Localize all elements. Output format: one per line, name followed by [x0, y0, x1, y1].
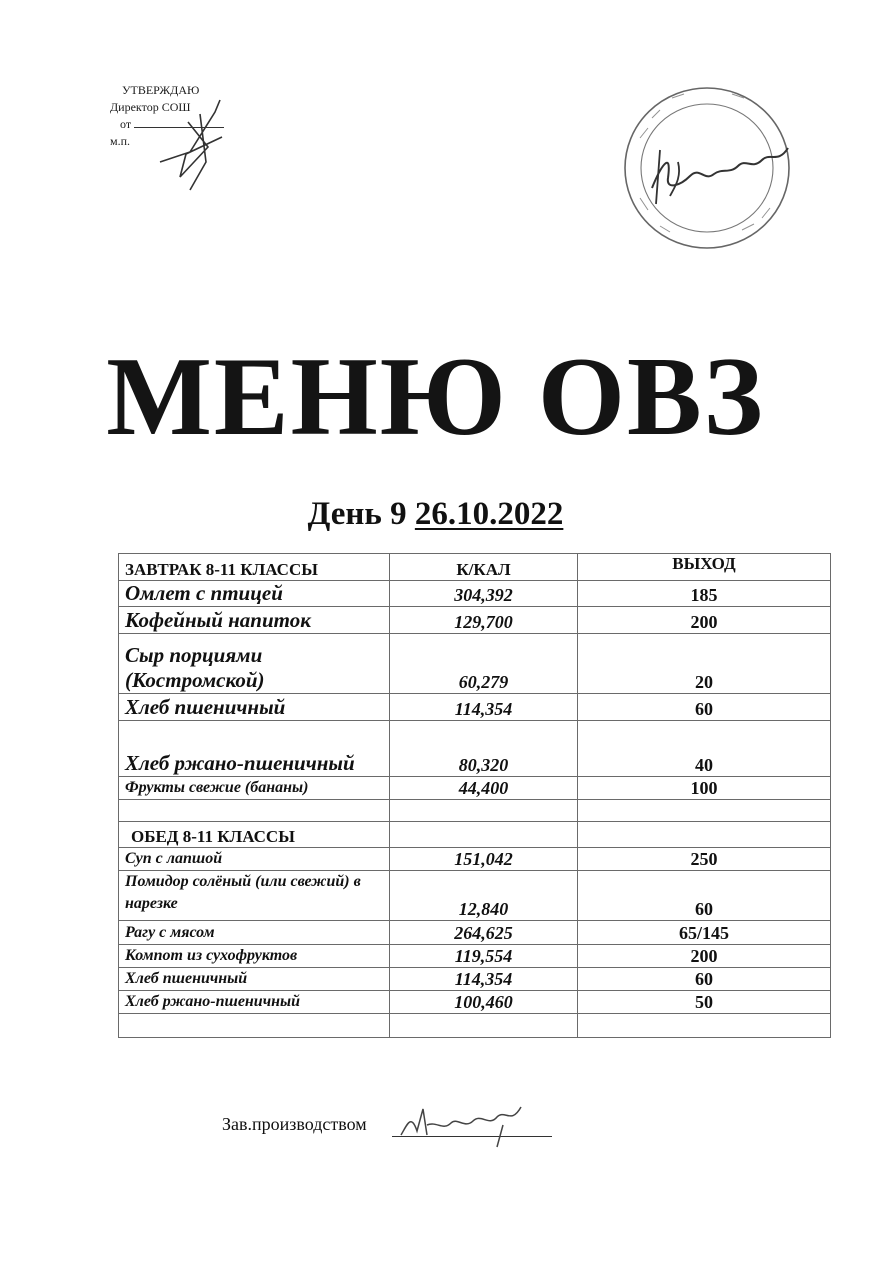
dish-output: 60 [578, 968, 831, 991]
table-row [119, 871, 831, 921]
day-label: День 9 [307, 496, 407, 532]
dish-kcal: 12,840 [390, 871, 578, 921]
empty-cell [390, 800, 578, 822]
header-breakfast: ЗАВТРАК 8-11 КЛАССЫ [119, 554, 390, 581]
dish-output: 40 [578, 721, 831, 777]
empty-cell [578, 1014, 831, 1038]
day-subtitle [0, 492, 871, 536]
dish-output: 60 [578, 871, 831, 921]
dish-output: 250 [578, 848, 831, 871]
approval-from: от [120, 117, 132, 131]
table-row [119, 968, 831, 991]
table-row [119, 921, 831, 945]
table-row [119, 634, 831, 694]
approval-heading: УТВЕРЖДАЮ [122, 83, 200, 97]
dish-kcal: 44,400 [390, 777, 578, 800]
approval-director: Директор СОШ [110, 100, 191, 114]
dish-name: Фрукты свежие (бананы) [119, 777, 390, 800]
table-row [119, 945, 831, 968]
school-stamp [612, 78, 802, 258]
table-header-row [119, 554, 831, 581]
dish-kcal: 80,320 [390, 721, 578, 777]
dish-output: 185 [578, 581, 831, 607]
production-head-signature [393, 1095, 533, 1155]
director-signature [130, 92, 240, 197]
menu-table [118, 553, 831, 1038]
empty-cell [578, 800, 831, 822]
dish-name: Омлет с птицей [119, 581, 390, 607]
header-output: ВЫХОД [578, 554, 831, 581]
empty-cell [390, 822, 578, 848]
dish-name: Компот из сухофруктов [119, 945, 390, 968]
dish-name: Помидор солёный (или свежий) в нарезке [119, 871, 390, 921]
dish-kcal: 114,354 [390, 694, 578, 721]
table-row [119, 777, 831, 800]
dish-output: 65/145 [578, 921, 831, 945]
table-row [119, 694, 831, 721]
table-row [119, 848, 831, 871]
dish-output: 20 [578, 634, 831, 694]
table-row-empty [119, 800, 831, 822]
table-row [119, 581, 831, 607]
dish-kcal: 119,554 [390, 945, 578, 968]
dish-kcal: 151,042 [390, 848, 578, 871]
approval-seal-mark: м.п. [110, 134, 131, 148]
table-row [119, 991, 831, 1014]
table-row-empty [119, 1014, 831, 1038]
header-kcal: К/КАЛ [390, 554, 578, 581]
dish-kcal: 129,700 [390, 607, 578, 634]
dish-name: Кофейный напиток [119, 607, 390, 634]
lunch-header-row [119, 822, 831, 848]
empty-cell [390, 1014, 578, 1038]
dish-name: Хлеб пшеничный [119, 968, 390, 991]
empty-cell [578, 822, 831, 848]
empty-cell [119, 800, 390, 822]
dish-output: 200 [578, 607, 831, 634]
menu-date: 26.10.2022 [414, 496, 564, 532]
dish-name: Хлеб пшеничный [119, 694, 390, 721]
dish-kcal: 264,625 [390, 921, 578, 945]
table-row [119, 607, 831, 634]
dish-output: 100 [578, 777, 831, 800]
dish-name: Суп с лапшой [119, 848, 390, 871]
dish-kcal: 100,460 [390, 991, 578, 1014]
dish-name: Хлеб ржано-пшеничный [119, 991, 390, 1014]
dish-output: 50 [578, 991, 831, 1014]
dish-name: Сыр порциями (Костромской) [119, 634, 390, 694]
table-row [119, 721, 831, 777]
empty-cell [119, 1014, 390, 1038]
lunch-section-title: ОБЕД 8-11 КЛАССЫ [119, 822, 390, 848]
footer-label: Зав.производством [222, 1114, 367, 1134]
dish-output: 60 [578, 694, 831, 721]
dish-output: 200 [578, 945, 831, 968]
page-title: МЕНЮ ОВЗ [106, 335, 765, 459]
dish-kcal: 60,279 [390, 634, 578, 694]
dish-name: Хлеб ржано-пшеничный [119, 721, 390, 777]
dish-name: Рагу с мясом [119, 921, 390, 945]
dish-kcal: 114,354 [390, 968, 578, 991]
dish-kcal: 304,392 [390, 581, 578, 607]
